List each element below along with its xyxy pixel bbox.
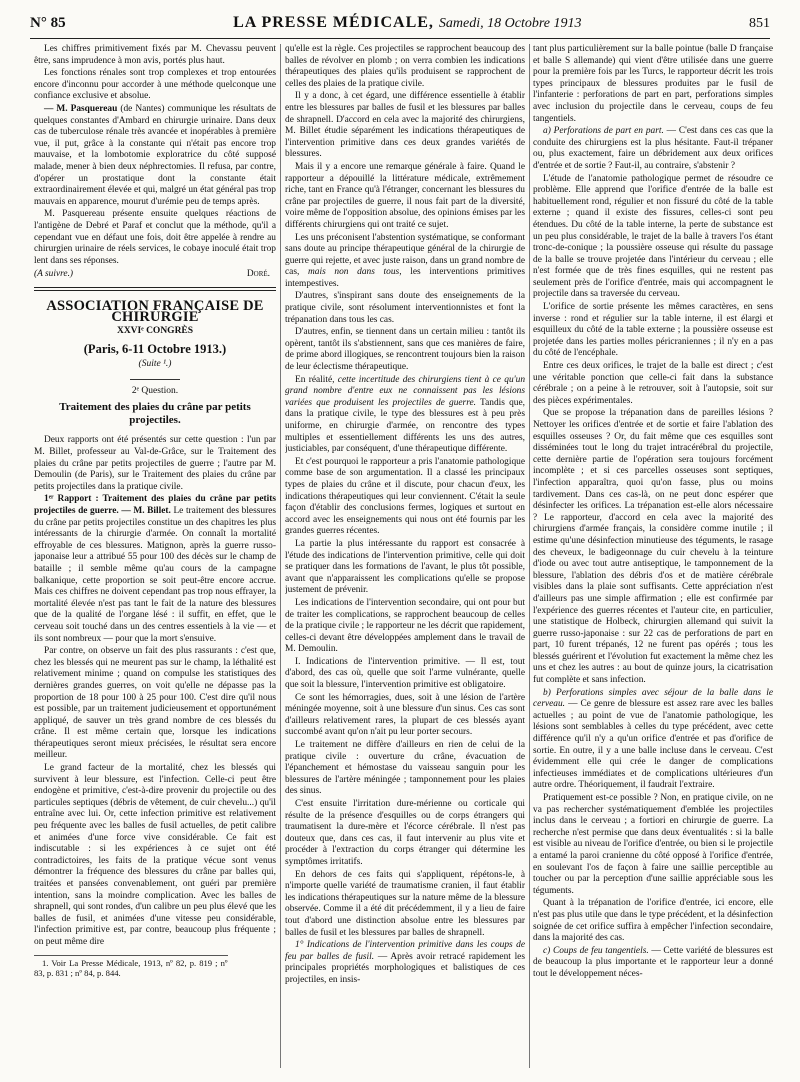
- column-3: [533, 44, 773, 1068]
- section-title: ASSOCIATION FRANÇAISE DE CHIRURGIE: [46, 297, 264, 326]
- paragraph: [533, 126, 773, 172]
- subsection-label: b) Perforations simples avec séjour de la balle dans le cerveau.: [533, 687, 773, 710]
- subsection-label: c) Coups de feu tangentiels.: [543, 945, 649, 956]
- paragraph: [34, 494, 276, 645]
- paragraph: [533, 946, 773, 981]
- congress-location: (Paris, 6-11 Octobre 1913.): [83, 341, 227, 356]
- paragraph: Quant à la trépanation de l'orifice d'entrée, ici encore, elle n'est pas plus utile que dans le type précédent, et la désinfection soignée de cet orifice suffira à empêcher l'infection secondaire, dans la majorité des cas.: [533, 898, 773, 944]
- paragraph: Les chiffres primitivement fixés par M. Chevassu peuvent être, sans imprudence à mon avis, portés plus haut.: [34, 44, 276, 66]
- footnote-text: 1. Voir La Presse Médicale, 1913, nº 82, p. 819 ; nº 83, p. 831 ; nº 84, p. 844.: [34, 957, 228, 979]
- paragraph-text: — Après avoir retracé rapidement les principales propriétés morphologiques et balistiques de ces projectiles, en insis-: [285, 951, 525, 985]
- page-number: 851: [749, 16, 770, 31]
- issue-number: N° 85: [30, 15, 66, 31]
- continued-label: (Suite ¹.): [138, 359, 172, 370]
- column-2: [285, 44, 525, 1068]
- to-be-continued: (A suivre.): [34, 269, 74, 280]
- paragraph: Deux rapports ont été présentés sur cette question : l'un par M. Billet, professeur au Val-de-Grâce, sur le Traitement des plaies du crâne par petits projectiles de guerre ; l'autre par M. Demoulin (de Paris), sur le Traitement des plaies du crâne par petits projectiles dans la pratique civile.: [34, 435, 276, 492]
- paragraph: L'étude de l'anatomie pathologique permet de résoudre ce problème. Elle apprend que l'orifice d'entrée de la balle est habituellement rond, régulier et non fissuré du côté de la table externe ; quand il existe des fissures, celles-ci sont peu étendues. Du côté de la table interne, la perte de substance est un peu plus considérable, le trajet de la balle à travers l'os étant tronc-de-conique ; la poussière osseuse qui résulte du passage de la balle se trouve projetée dans l'intérieur du cerveau ; elle n'est formée que de très fines esquilles, qui ne restent pas seulement près de l'orifice d'entrée, mais qui accompagnent le projectile dans sa traversée du cerveau.: [533, 173, 773, 300]
- paragraph-text: Tandis que, dans la pratique civile, le type des blessures est à peu près uniforme, en chirurgie d'armée, on rencontre des types multiples et essentiellement différents les uns des autres, justiciables, par conséquent, d'une thérapeutique différente.: [285, 397, 525, 455]
- issue-date: Samedi, 18 Octobre 1913: [438, 16, 582, 31]
- report-label: 1ᵉʳ Rapport : Traitement des plaies du crâne par petits projectiles de guerre. — M. Billet.: [34, 494, 276, 516]
- subsection-label: a) Perforations de part en part.: [543, 126, 664, 137]
- footnote: [34, 955, 228, 979]
- paragraph: [533, 688, 773, 792]
- emphasis-text: mais non dans tous,: [308, 267, 402, 278]
- paragraph: D'autres, s'inspirant sans doute des enseignements de la pratique civile, sont résolument interventionnistes et font la trépanation dans tous les cas.: [285, 291, 525, 325]
- article-subheading: Traitement des plaies du crâne par petits projectiles.: [59, 401, 251, 427]
- signature-line: [34, 269, 276, 281]
- paragraph: Les fonctions rénales sont trop complexes et trop entourées encore d'inconnu pour accorder à une méthode quelconque une confiance exclusive et absolue.: [34, 68, 276, 102]
- paragraph: Et c'est pourquoi le rapporteur a pris l'anatomie pathologique comme base de son argumentation. Il a classé les principaux types de plaies du crâne et il discute, pour chacun d'eux, les indications thérapeutiques qui leur conviennent. C'était la seule façon d'établir des conclusions fermes, logiques et surtout en accord avec les enseignements qui nous ont été fournis par les grandes guerres récentes.: [285, 456, 525, 537]
- paragraph-text: les interventions primitives intempestives.: [285, 267, 525, 289]
- paragraph: tant plus particulièrement sur la balle pointue (balle D française et balle S allemande) qui vient d'être utilisée dans une guerre pour la première fois par les Turcs, le rapporteur décrit les trois types principaux de blessures produites par le fusil de l'infanterie : perforations de part en part, perforations simples avec inclusion du projectile dans le cerveau, coups de feu tangentiels.: [533, 44, 773, 124]
- paragraph: C'est ensuite l'irritation dure-mérienne ou corticale qui résulte de la présence d'esquilles ou de corps étrangers qui traumatisent la dure-mère et l'écorce cérébrale. Il n'est pas douteux que, dans ces cas, il faut intervenir au plus vite et procéder à l'extraction du corps étranger qui détermine les symptômes irritatifs.: [285, 799, 525, 867]
- paragraph-text: — C'est dans ces cas que la conduite des chirurgiens est la plus hésitante. Faut-il trépaner ou, plus exactement, faire un débridement aux deux orifices d'entrée et de sortie ? Faut-il, au contraire, s'abstenir ?: [533, 126, 773, 171]
- column-divider: [280, 44, 281, 1068]
- paragraph-text: — Ce genre de blessure est assez rare avec les balles actuelles ; au point de vue de l'anatomie pathologique, les lésions sont semblables à celles du type précédent, avec cette différence qu'il n'y a qu'un orifice d'entrée et pas d'orifice de sortie. En outre, il y a une balle incluse dans le cerveau. C'est évidemment elle qui crée le danger de complications infectieuses immédiates et de complications ultérieures d'un autre ordre. Théoriquement, il faudrait l'extraire.: [533, 699, 773, 791]
- paragraph: Il y a donc, à cet égard, une différence essentielle à établir entre les blessures par balles de fusil et les blessures par balles de shrapnell. D'accord en cela avec la majorité des chirurgiens, M. Billet étudie séparément les indications thérapeutiques de l'intervention primitive dans ces deux grandes variétés de blessures.: [285, 91, 525, 160]
- author-signature: Doré.: [246, 269, 270, 280]
- paragraph: Le traitement ne diffère d'ailleurs en rien de celui de la pratique civile : ouverture du crâne, évacuation de l'épanchement et hémostase du vaisseau sanguin pour les blessures de l'artère méningée ; tamponnement pour les plaies des sinus.: [285, 740, 525, 797]
- paragraph: Mais il y a encore une remarque générale à faire. Quand le rapporteur a dépouillé la littérature médicale, extrêmement riche, tant en France qu'à l'étranger, concernant les blessures du crâne par projectiles de guerre, il nous fait part de la diversité, voire même de l'opposition absolue, des opinions émises par les différents chirurgiens qui ont traité ce sujet.: [285, 161, 525, 230]
- header-rule: [30, 38, 770, 39]
- question-label: 2ᵉ Question.: [131, 385, 179, 396]
- paragraph: qu'elle est la règle. Ces projectiles se rapprochent beaucoup des balles de révolver en plomb ; on verra combien les indications thérapeutiques des plaies qu'ils produisent se rapprochent de celles des plaies de la pratique civile.: [285, 44, 525, 89]
- paragraph: La partie la plus intéressante du rapport est consacrée à l'étude des indications de l'intervention primitive, celle qui doit se pratiquer dans les formations de l'avant, le plus tôt possible, avant que n'apparaissent les complications qu'elle se propose justement de prévenir.: [285, 538, 525, 596]
- paragraph: L'orifice de sortie présente les mêmes caractères, en sens inverse : rond et régulier sur la table interne, il est élargi et esquilleux du côté de la table externe ; la poussière osseuse est projetée dans les parties molles péricraniennes ; il n'y en a pas du côté de l'encéphale.: [533, 302, 773, 359]
- paragraph: Par contre, on observe un fait des plus rassurants : c'est que, chez les blessés qui ne meurent pas sur le champ, la léthalité est relativement minime ; quand on compulse les statistiques des dernières grandes guerres, on voit qu'elle ne dépasse pas la proportion de 18 pour 100 à 25 pour 100. C'est dire qu'il nous est possible, par un traitement judicieusement et opportunément appliqué, de sauver un très grand nombre de ces blessés du crâne. Il est même certain que, lorsque les indications thérapeutiques seront mieux précisées, le résultat sera encore meilleur.: [34, 646, 276, 761]
- speaker-name: — M. Pasquereau: [44, 103, 118, 114]
- emphasis-text: cette incertitude des chirurgiens tient à ce qu'un grand nombre d'entre eux ne connaissent pas les lésions variées que produisent les projectiles de guerre.: [285, 374, 525, 408]
- section-separator: [34, 287, 276, 291]
- paragraph-text: Les uns préconisent l'abstention systématique, se conformant sans doute au principe thérapeutique général de la chirurgie de guerre qui rejette, et avec juste raison, dans un grand nombre de cas,: [285, 232, 525, 278]
- paragraph: M. Pasquereau présente ensuite quelques réactions de l'antigène de Debré et Paraf et conclut que la méthode, qu'il a cependant vue en défaut une fois, doit être appelée à rendre au chirurgien urinaire de réels services, le cobaye inoculé était trop lent dans ses réponses.: [34, 209, 276, 266]
- paragraph-text: — Cette variété de blessures est de beaucoup la plus importante et le rapporteur leur a donné tout le développement néces-: [533, 945, 773, 979]
- paragraph: [285, 940, 525, 986]
- paragraph: [34, 104, 276, 208]
- paragraph: Pratiquement est-ce possible ? Non, en pratique civile, on ne va pas rechercher systématiquement d'emblée les projectiles inclus dans le cerveau ; a fortiori en chirurgie de guerre. La recherche n'est permise que dans deux éventualités : si la balle est visible au niveau de l'orifice d'entrée, ou bien si le projectile a entamé la paroi cranienne du côté opposé à l'orifice d'entrée, en soulevant l'os de façon à faire une saillie perceptible au toucher ou par la perception d'une saillie appréciable sous les téguments.: [533, 793, 773, 896]
- journal-name: LA PRESSE MÉDICALE,: [233, 14, 434, 31]
- paragraph: [285, 375, 525, 456]
- short-rule: [130, 379, 180, 380]
- paragraph: Ce sont les hémorragies, dues, soit à une lésion de l'artère méningée moyenne, soit à une blessure d'un sinus. Ces cas sont d'ailleurs relativement rares, la plupart de ces blessés ayant succombé avant qu'on n'ait pu leur porter secours.: [285, 692, 525, 738]
- paragraph: [285, 233, 525, 291]
- paragraph: Que se propose la trépanation dans de pareilles lésions ? Nettoyer les orifices d'entrée et de sortie et faire l'ablation des esquilles osseuses ? Or, du fait même que ces esquilles sont disséminées tout le long du trajet intracérébral du projectile, cette dernière partie de l'opération sera toujours forcément incomplète ; et si ces parcelles osseuses sont septiques, l'infection apparaîtra, quoi qu'on fasse, plus ou moins tardivement. Dans ces cas-là, on ne peut donc espérer que désinfecter les orifices. La trépanation est-elle alors nécessaire ? Le rapporteur, d'accord en cela avec la majorité des chirurgiens d'armée français, la considère comme inutile ; il estime qu'une désinfection minutieuse des téguments, le rasage des cheveux, le badigeonnage du cuir chevelu à la teinture d'iode ou avec tout autre antiseptique, le tamponnement de la blessure, l'ablation des débris d'os et de matière cérébrale visibles dans la plaie sont suffisants. Cette appréciation n'est d'ailleurs pas une simple affirmation ; elle est confirmée par l'expérience des guerres récentes et l'auteur cite, en particulier, une statistique de Holbeck, chirurgien allemand qui suivit la guerre russo-japonaise : sur 22 cas de perforations de part en part, 10 furent trépanés, 12 ne furent pas opérés ; tous les blessés guérirent et l'évolution fut exactement la même chez les uns et chez les autres : au bout de quinze jours, la cicatrisation fut complète et sans infection.: [533, 408, 773, 686]
- paragraph-text: Le traitement des blessures du crâne par petits projectiles constitue un des chapitres les plus intéressants de la chirurgie d'armée. On connaît la mortalité effroyable de ces blessures. Matignon, après la guerre russo-japonaise leur a attribué 55 pour 100 des décès sur le champ de bataille ; il semble même qu'au cours de la campagne balkanique, cette proportion se soit peut-être encore accrue. Mais ces chiffres ne doivent cependant pas trop nous effrayer, la mortalité élevée n'est pas tant le fait de la nature des blessures que de la qualité de l'organe lésé : il suffit, en effet, que le cerveau soit touché dans un des centres essentiels à la vie — et ils sont nombreux — pour que la mort s'ensuive.: [34, 506, 276, 644]
- paragraph-text: (de Nantes) communique les résultats de quelques constantes d'Ambard en chirurgie urinaire. Dans deux cas de tuberculose rénale très avancée et inopérables à première vue, il put, grâce à la constante qui n'était pas encore trop mauvaise, et la lombotomie exploratrice du côté supposé malade, mener à bien deux néphrectomies. Il refusa, par contre, d'opérer un prostatique dont la constante était extraordinairement élevée et qui, malgré un état général pas trop mauvais en apparence, mourut d'urémie peu de temps après.: [34, 103, 276, 207]
- paragraph: Les indications de l'intervention secondaire, qui ont pour but de traiter les complications, se rapprochent beaucoup de celles de la pratique civile ; le rapporteur ne les décrit que rapidement, celles-ci devant être développées amplement dans le travail de M. Demoulin.: [285, 597, 525, 655]
- section-heading-paragraph: I. Indications de l'intervention primitive. — Il est, tout d'abord, des cas où, quelle que soit l'arme vulnérante, quelle que soit la blessure, l'intervention primitive est obligatoire.: [285, 656, 525, 691]
- congress-label: XXVIᵉ CONGRÈS: [116, 326, 194, 337]
- subsection-label: 1° Indications de l'intervention primitive dans les coups de feu par balles de fusil.: [285, 940, 525, 962]
- journal-title: [233, 14, 581, 32]
- paragraph: En dehors de ces faits qui s'appliquent, répétons-le, à n'importe quelle variété de traumatisme cranien, il faut établir les indications thérapeutiques sur la nature même de la blessure observée. Comme il a été dit précédemment, il y a lieu de faire tout d'abord une distinction absolue entre les blessures par balles de fusil et les blessures par balles de shrapnell.: [285, 869, 525, 938]
- column-divider: [529, 44, 530, 1068]
- paragraph: D'autres, enfin, se tiennent dans un certain milieu : tantôt ils opèrent, tantôt ils s'abstiennent, sans que ces manières de faire, de prime abord illogiques, se rencontrent toujours bien la raison de leur éclectisme thérapeutique.: [285, 327, 525, 373]
- paragraph: Le grand facteur de la mortalité, chez les blessés qui survivent à leur blessure, est l'infection. Celle-ci peut être endogène et primitive, c'est-à-dire provenir du projectile ou des particules septiques (débris de vêtement, de cuir chevelu...) qu'il entraîne avec lui. Or, cette infection primitive est relativement peu fréquente avec les balles de fusil actuelles, de petit calibre et animées d'une force vive considérable. Ce fait est indiscutable : si les expériences à ce sujet ont été contradictoires, les faits de la pratique vécue sont venus démontrer la fréquence des blessures du crâne par balles qui, traitées et pansées convenablement, ont guéri par première intention, sans la moindre complication. Avec les balles de shrapnell, qui sont rondes, d'un calibre un peu plus élevé que les balles de fusil, et animées d'une vitesse peu considérable, l'infection primitive est, par contre, beaucoup plus fréquente ; on peut même dire: [34, 763, 276, 947]
- page-header: [30, 14, 770, 36]
- column-1: [34, 44, 276, 1068]
- paragraph: Entre ces deux orifices, le trajet de la balle est direct ; c'est une véritable ponction que celle-ci fait dans la substance cérébrale ; on a peine à le retrouver, soit à l'autopsie, soit sur des pièces expérimentales.: [533, 361, 773, 406]
- paragraph-text: En réalité,: [295, 374, 335, 385]
